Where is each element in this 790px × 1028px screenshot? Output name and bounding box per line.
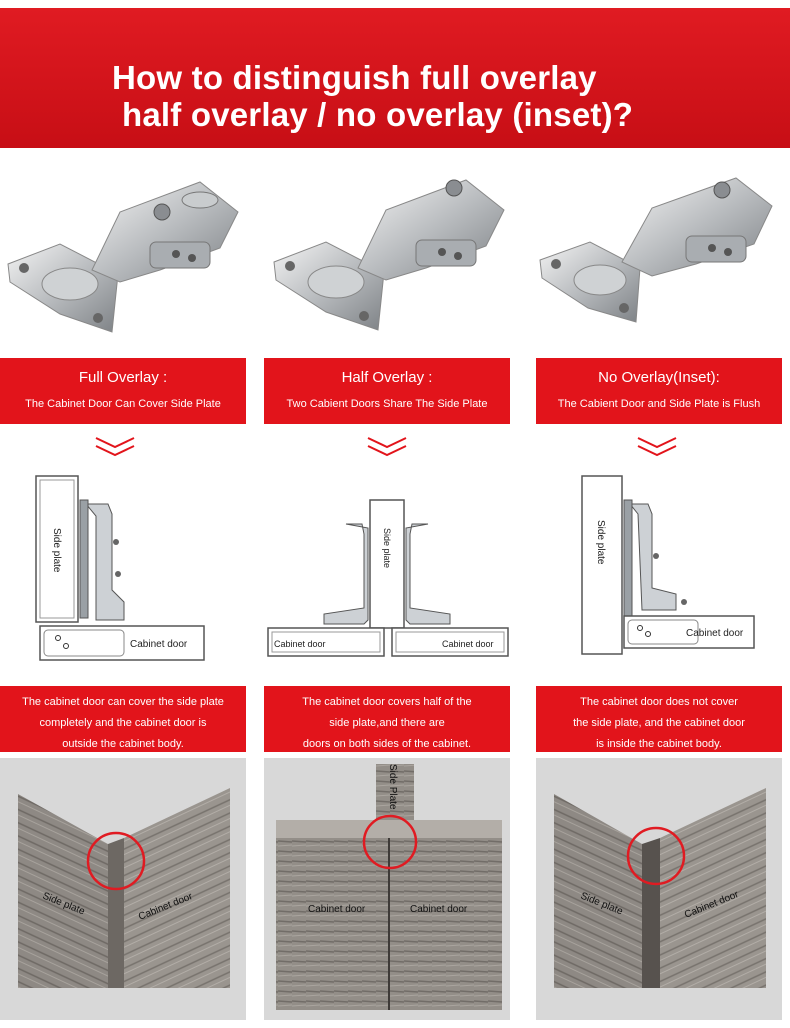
half-overlay-photo-side-label: Side Plate <box>387 764 398 810</box>
hinge-photo-half-overlay <box>264 152 510 356</box>
half-overlay-diagram-side-label: Side plate <box>382 528 392 569</box>
caption-line: is inside the cabinet body. <box>596 738 722 750</box>
caption-line: completely and the cabinet door is <box>39 717 207 729</box>
no-overlay-banner <box>536 358 782 424</box>
half-overlay-diagram-door-label-left: Cabinet door <box>274 639 326 649</box>
no-overlay-title: No Overlay(Inset): <box>598 369 720 386</box>
half-overlay-diagram-door-label-right: Cabinet door <box>442 639 494 649</box>
caption-line: the side plate, and the cabinet door <box>573 717 745 729</box>
hinge-icon <box>264 152 510 356</box>
no-overlay-diagram-door-label: Cabinet door <box>686 628 744 639</box>
full-overlay-caption <box>0 686 246 752</box>
caption-line: The cabinet door covers half of the <box>302 696 472 708</box>
chevron-down-icon <box>92 432 138 462</box>
chevron-down-icon <box>634 432 680 462</box>
caption-line: The cabinet door does not cover <box>580 696 738 708</box>
header-title-line2: half overlay / no overlay (inset)? <box>122 96 634 133</box>
half-overlay-photo-door-label-right: Cabinet door <box>410 904 468 915</box>
no-overlay-caption <box>536 686 782 752</box>
half-overlay-wood-photo <box>264 758 510 1020</box>
hinge-photo-no-overlay <box>536 152 782 356</box>
full-overlay-wood-photo <box>0 758 246 1020</box>
full-overlay-diagram-side-label: Side plate <box>51 528 62 573</box>
hinge-photo-full-overlay <box>0 152 246 356</box>
half-overlay-banner <box>264 358 510 424</box>
caption-line: outside the cabinet body. <box>62 738 184 750</box>
full-overlay-title: Full Overlay : <box>78 369 168 386</box>
caption-line: doors on both sides of the cabinet. <box>302 738 472 750</box>
no-overlay-subtitle: The Cabient Door and Side Plate is Flush <box>557 398 761 410</box>
full-overlay-photo-door-label: Cabinet door <box>137 891 195 923</box>
full-overlay-diagram-door-label: Cabinet door <box>130 639 188 650</box>
half-overlay-title: Half Overlay : <box>341 369 433 386</box>
caption-line: The cabinet door can cover the side plate <box>22 696 224 708</box>
hinge-icon <box>0 152 246 356</box>
full-overlay-banner <box>0 358 246 424</box>
full-overlay-subtitle: The Cabinet Door Can Cover Side Plate <box>25 398 221 410</box>
no-overlay-photo-door-label: Cabinet door <box>683 889 741 921</box>
caption-line: side plate,and there are <box>329 717 445 729</box>
no-overlay-diagram-side-label: Side plate <box>595 520 606 565</box>
header-banner <box>0 8 790 148</box>
half-overlay-diagram <box>264 470 510 680</box>
header-title-line1: How to distinguish full overlay <box>112 59 597 96</box>
no-overlay-photo-side-label: Side plate <box>578 890 625 918</box>
hinge-icon <box>536 152 782 356</box>
full-overlay-photo-side-label: Side plate <box>40 890 87 918</box>
half-overlay-photo-door-label-left: Cabinet door <box>308 904 366 915</box>
full-overlay-diagram <box>0 470 246 680</box>
half-overlay-caption <box>264 686 510 752</box>
no-overlay-wood-photo <box>536 758 782 1020</box>
no-overlay-diagram <box>536 470 782 680</box>
half-overlay-subtitle: Two Cabient Doors Share The Side Plate <box>286 398 488 410</box>
chevron-down-icon <box>364 432 410 462</box>
